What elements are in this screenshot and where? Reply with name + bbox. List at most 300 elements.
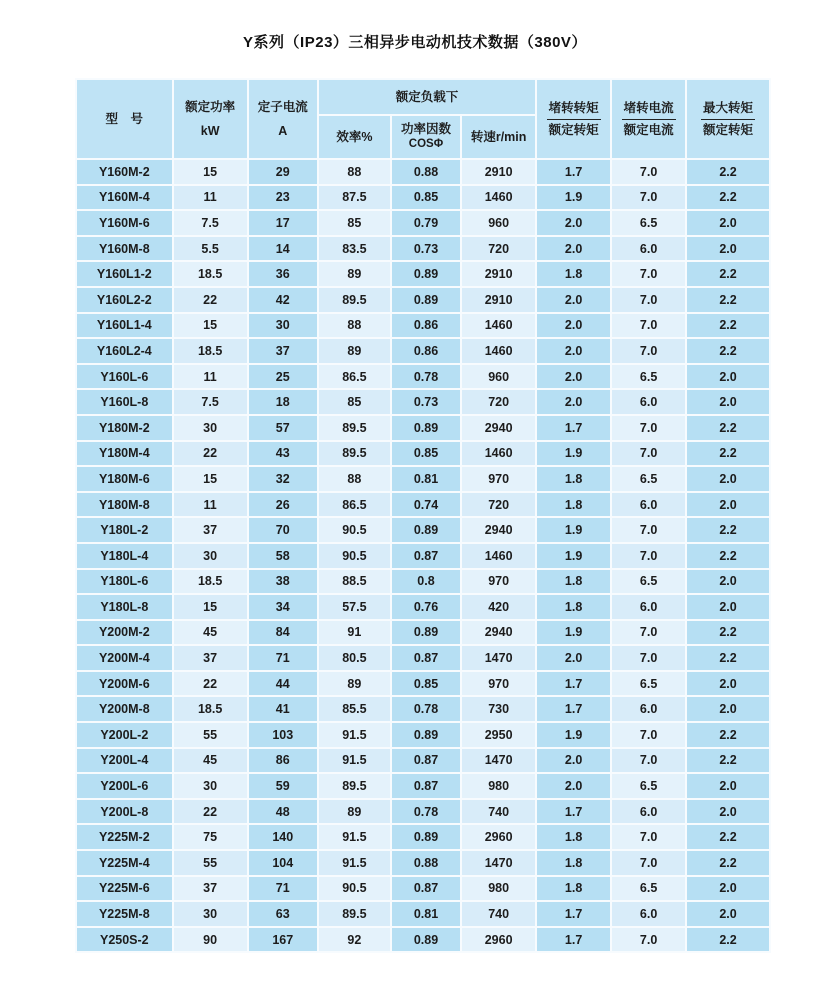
value-cell: 90.5 — [319, 877, 390, 901]
header-rated-load-group: 额定负载下 — [319, 80, 535, 114]
header-rated-power-label: 额定功率 — [185, 99, 236, 114]
value-cell: 2940 — [462, 621, 535, 645]
value-cell: 7.0 — [612, 851, 685, 875]
value-cell: 103 — [249, 723, 317, 747]
value-cell: 34 — [249, 595, 317, 619]
value-cell: 7.0 — [612, 518, 685, 542]
value-cell: 730 — [462, 697, 535, 721]
value-cell: 26 — [249, 493, 317, 517]
model-cell: Y180M-2 — [77, 416, 172, 440]
value-cell: 0.86 — [392, 339, 460, 363]
value-cell: 15 — [174, 595, 247, 619]
value-cell: 0.73 — [392, 390, 460, 414]
value-cell: 15 — [174, 160, 247, 184]
value-cell: 2.0 — [537, 288, 610, 312]
model-cell: Y180M-6 — [77, 467, 172, 491]
value-cell: 1.8 — [537, 851, 610, 875]
value-cell: 48 — [249, 800, 317, 824]
value-cell: 14 — [249, 237, 317, 261]
value-cell: 91.5 — [319, 749, 390, 773]
value-cell: 84 — [249, 621, 317, 645]
value-cell: 2.0 — [687, 211, 769, 235]
value-cell: 89.5 — [319, 774, 390, 798]
table-row — [77, 749, 769, 773]
value-cell: 91.5 — [319, 851, 390, 875]
value-cell: 57.5 — [319, 595, 390, 619]
value-cell: 18 — [249, 390, 317, 414]
header-stator-current-unit: A — [278, 123, 288, 138]
value-cell: 2.2 — [687, 928, 769, 952]
table-row — [77, 621, 769, 645]
value-cell: 6.0 — [612, 902, 685, 926]
value-cell: 1.8 — [537, 262, 610, 286]
value-cell: 71 — [249, 877, 317, 901]
table-row — [77, 314, 769, 338]
table-row — [77, 288, 769, 312]
table-row — [77, 723, 769, 747]
value-cell: 970 — [462, 467, 535, 491]
value-cell: 6.5 — [612, 877, 685, 901]
value-cell: 1470 — [462, 646, 535, 670]
value-cell: 7.0 — [612, 544, 685, 568]
table-row — [77, 211, 769, 235]
model-cell: Y160L2-4 — [77, 339, 172, 363]
header-model: 型 号 — [77, 80, 172, 158]
value-cell: 1460 — [462, 186, 535, 210]
value-cell: 104 — [249, 851, 317, 875]
value-cell: 1.7 — [537, 416, 610, 440]
value-cell: 37 — [249, 339, 317, 363]
value-cell: 6.5 — [612, 211, 685, 235]
table-row — [77, 851, 769, 875]
model-cell: Y160L2-2 — [77, 288, 172, 312]
table-row — [77, 186, 769, 210]
value-cell: 2.0 — [537, 390, 610, 414]
value-cell: 0.87 — [392, 749, 460, 773]
table-row — [77, 570, 769, 594]
value-cell: 7.0 — [612, 314, 685, 338]
header-locked-current-den: 额定电流 — [623, 122, 674, 137]
value-cell: 2910 — [462, 288, 535, 312]
value-cell: 30 — [174, 416, 247, 440]
value-cell: 7.0 — [612, 442, 685, 466]
header-locked-current-ratio — [612, 80, 685, 158]
value-cell: 6.0 — [612, 595, 685, 619]
value-cell: 7.0 — [612, 160, 685, 184]
value-cell: 58 — [249, 544, 317, 568]
value-cell: 90.5 — [319, 544, 390, 568]
value-cell: 11 — [174, 186, 247, 210]
value-cell: 140 — [249, 825, 317, 849]
value-cell: 1.7 — [537, 697, 610, 721]
table-row — [77, 442, 769, 466]
value-cell: 18.5 — [174, 697, 247, 721]
model-cell: Y160L-6 — [77, 365, 172, 389]
value-cell: 1.9 — [537, 544, 610, 568]
value-cell: 86.5 — [319, 365, 390, 389]
value-cell: 0.76 — [392, 595, 460, 619]
value-cell: 1460 — [462, 314, 535, 338]
value-cell: 6.5 — [612, 467, 685, 491]
value-cell: 970 — [462, 672, 535, 696]
model-cell: Y250S-2 — [77, 928, 172, 952]
value-cell: 7.0 — [612, 186, 685, 210]
table-row — [77, 928, 769, 952]
value-cell: 6.0 — [612, 697, 685, 721]
value-cell: 2.0 — [537, 314, 610, 338]
table-row — [77, 160, 769, 184]
value-cell: 1.8 — [537, 493, 610, 517]
value-cell: 90 — [174, 928, 247, 952]
header-rated-power-unit: kW — [200, 123, 220, 138]
value-cell: 2.0 — [687, 800, 769, 824]
value-cell: 0.87 — [392, 877, 460, 901]
model-cell: Y180L-4 — [77, 544, 172, 568]
value-cell: 6.0 — [612, 800, 685, 824]
value-cell: 7.0 — [612, 339, 685, 363]
value-cell: 0.89 — [392, 928, 460, 952]
value-cell: 91 — [319, 621, 390, 645]
value-cell: 2.2 — [687, 442, 769, 466]
table-row — [77, 262, 769, 286]
value-cell: 740 — [462, 902, 535, 926]
value-cell: 980 — [462, 877, 535, 901]
value-cell: 2.2 — [687, 621, 769, 645]
value-cell: 22 — [174, 800, 247, 824]
value-cell: 2.0 — [687, 697, 769, 721]
value-cell: 2940 — [462, 416, 535, 440]
value-cell: 1.7 — [537, 800, 610, 824]
model-cell: Y200M-2 — [77, 621, 172, 645]
value-cell: 1.9 — [537, 186, 610, 210]
value-cell: 2.0 — [687, 493, 769, 517]
value-cell: 89.5 — [319, 442, 390, 466]
value-cell: 0.81 — [392, 467, 460, 491]
value-cell: 0.89 — [392, 288, 460, 312]
value-cell: 0.89 — [392, 416, 460, 440]
value-cell: 2.0 — [687, 672, 769, 696]
model-cell: Y225M-6 — [77, 877, 172, 901]
model-cell: Y200L-6 — [77, 774, 172, 798]
model-cell: Y200L-2 — [77, 723, 172, 747]
value-cell: 1.9 — [537, 723, 610, 747]
value-cell: 2.2 — [687, 262, 769, 286]
model-cell: Y160M-2 — [77, 160, 172, 184]
model-cell: Y200M-8 — [77, 697, 172, 721]
model-cell: Y180M-8 — [77, 493, 172, 517]
table-row — [77, 237, 769, 261]
value-cell: 2950 — [462, 723, 535, 747]
value-cell: 6.5 — [612, 365, 685, 389]
value-cell: 7.0 — [612, 646, 685, 670]
value-cell: 0.88 — [392, 851, 460, 875]
value-cell: 2.0 — [687, 902, 769, 926]
table-row — [77, 493, 769, 517]
value-cell: 89 — [319, 262, 390, 286]
value-cell: 1.7 — [537, 928, 610, 952]
value-cell: 0.8 — [392, 570, 460, 594]
value-cell: 2.2 — [687, 314, 769, 338]
value-cell: 86 — [249, 749, 317, 773]
value-cell: 2.0 — [537, 749, 610, 773]
value-cell: 18.5 — [174, 262, 247, 286]
value-cell: 89 — [319, 339, 390, 363]
header-power-factor-symbol: COSΦ — [408, 138, 444, 151]
value-cell: 740 — [462, 800, 535, 824]
header-stator-current — [249, 80, 317, 158]
value-cell: 11 — [174, 493, 247, 517]
value-cell: 720 — [462, 493, 535, 517]
table-header — [77, 80, 769, 158]
table-row — [77, 902, 769, 926]
value-cell: 0.78 — [392, 365, 460, 389]
value-cell: 7.0 — [612, 288, 685, 312]
value-cell: 2.0 — [687, 570, 769, 594]
value-cell: 2.2 — [687, 723, 769, 747]
value-cell: 37 — [174, 877, 247, 901]
table-row — [77, 697, 769, 721]
header-power-factor-label: 功率因数 — [400, 122, 451, 137]
value-cell: 2.2 — [687, 339, 769, 363]
value-cell: 720 — [462, 237, 535, 261]
value-cell: 85 — [319, 211, 390, 235]
value-cell: 7.0 — [612, 621, 685, 645]
value-cell: 2.2 — [687, 518, 769, 542]
value-cell: 2.0 — [687, 595, 769, 619]
header-efficiency: 效率% — [319, 116, 390, 158]
value-cell: 88.5 — [319, 570, 390, 594]
value-cell: 2910 — [462, 160, 535, 184]
value-cell: 0.89 — [392, 518, 460, 542]
value-cell: 36 — [249, 262, 317, 286]
value-cell: 167 — [249, 928, 317, 952]
value-cell: 1.8 — [537, 570, 610, 594]
value-cell: 1.8 — [537, 467, 610, 491]
value-cell: 960 — [462, 365, 535, 389]
value-cell: 0.89 — [392, 621, 460, 645]
value-cell: 0.74 — [392, 493, 460, 517]
value-cell: 85.5 — [319, 697, 390, 721]
value-cell: 0.78 — [392, 800, 460, 824]
value-cell: 89.5 — [319, 416, 390, 440]
value-cell: 5.5 — [174, 237, 247, 261]
value-cell: 87.5 — [319, 186, 390, 210]
value-cell: 11 — [174, 365, 247, 389]
value-cell: 37 — [174, 646, 247, 670]
value-cell: 2.2 — [687, 825, 769, 849]
table-row — [77, 339, 769, 363]
model-cell: Y180L-6 — [77, 570, 172, 594]
value-cell: 1460 — [462, 544, 535, 568]
value-cell: 32 — [249, 467, 317, 491]
model-cell: Y180L-8 — [77, 595, 172, 619]
value-cell: 2.0 — [537, 339, 610, 363]
value-cell: 1470 — [462, 851, 535, 875]
value-cell: 80.5 — [319, 646, 390, 670]
value-cell: 2960 — [462, 928, 535, 952]
value-cell: 57 — [249, 416, 317, 440]
header-rated-power — [174, 80, 247, 158]
value-cell: 7.5 — [174, 390, 247, 414]
value-cell: 1.9 — [537, 442, 610, 466]
value-cell: 2960 — [462, 825, 535, 849]
value-cell: 85 — [319, 390, 390, 414]
value-cell: 2.0 — [687, 774, 769, 798]
value-cell: 22 — [174, 442, 247, 466]
value-cell: 91.5 — [319, 825, 390, 849]
value-cell: 6.5 — [612, 774, 685, 798]
value-cell: 45 — [174, 749, 247, 773]
value-cell: 0.89 — [392, 262, 460, 286]
value-cell: 55 — [174, 723, 247, 747]
value-cell: 89.5 — [319, 902, 390, 926]
value-cell: 0.89 — [392, 825, 460, 849]
model-cell: Y225M-8 — [77, 902, 172, 926]
value-cell: 960 — [462, 211, 535, 235]
value-cell: 6.0 — [612, 390, 685, 414]
value-cell: 0.85 — [392, 186, 460, 210]
value-cell: 2.0 — [687, 877, 769, 901]
value-cell: 6.0 — [612, 237, 685, 261]
model-cell: Y200L-8 — [77, 800, 172, 824]
header-locked-current-num: 堵转电流 — [622, 101, 676, 120]
value-cell: 1.9 — [537, 621, 610, 645]
value-cell: 7.0 — [612, 416, 685, 440]
value-cell: 29 — [249, 160, 317, 184]
value-cell: 0.73 — [392, 237, 460, 261]
table-row — [77, 544, 769, 568]
value-cell: 70 — [249, 518, 317, 542]
value-cell: 6.5 — [612, 672, 685, 696]
table-row — [77, 672, 769, 696]
value-cell: 1460 — [462, 339, 535, 363]
table-body — [77, 160, 769, 951]
value-cell: 980 — [462, 774, 535, 798]
value-cell: 420 — [462, 595, 535, 619]
value-cell: 88 — [319, 160, 390, 184]
value-cell: 7.0 — [612, 723, 685, 747]
value-cell: 1.9 — [537, 518, 610, 542]
header-locked-torque-den: 额定转矩 — [548, 122, 599, 137]
value-cell: 37 — [174, 518, 247, 542]
model-cell: Y200M-4 — [77, 646, 172, 670]
value-cell: 86.5 — [319, 493, 390, 517]
model-cell: Y160M-4 — [77, 186, 172, 210]
value-cell: 43 — [249, 442, 317, 466]
value-cell: 2.0 — [687, 390, 769, 414]
value-cell: 1.8 — [537, 825, 610, 849]
value-cell: 88 — [319, 467, 390, 491]
table-row — [77, 365, 769, 389]
value-cell: 2.0 — [687, 365, 769, 389]
header-power-factor — [392, 116, 460, 158]
value-cell: 41 — [249, 697, 317, 721]
value-cell: 22 — [174, 288, 247, 312]
value-cell: 7.0 — [612, 928, 685, 952]
value-cell: 18.5 — [174, 570, 247, 594]
value-cell: 30 — [174, 902, 247, 926]
table-row — [77, 800, 769, 824]
page-title: Y系列（IP23）三相异步电动机技术数据（380V） — [243, 34, 587, 51]
value-cell: 89 — [319, 800, 390, 824]
value-cell: 7.0 — [612, 262, 685, 286]
value-cell: 38 — [249, 570, 317, 594]
value-cell: 2.0 — [537, 365, 610, 389]
header-max-torque-den: 额定转矩 — [703, 122, 754, 137]
value-cell: 7.5 — [174, 211, 247, 235]
value-cell: 55 — [174, 851, 247, 875]
model-cell: Y225M-4 — [77, 851, 172, 875]
motor-spec-table — [75, 78, 771, 953]
value-cell: 0.81 — [392, 902, 460, 926]
value-cell: 7.0 — [612, 749, 685, 773]
value-cell: 0.79 — [392, 211, 460, 235]
value-cell: 0.78 — [392, 697, 460, 721]
table-row — [77, 416, 769, 440]
value-cell: 0.88 — [392, 160, 460, 184]
value-cell: 2.0 — [687, 237, 769, 261]
header-speed: 转速r/min — [462, 116, 535, 158]
value-cell: 0.89 — [392, 723, 460, 747]
value-cell: 17 — [249, 211, 317, 235]
model-cell: Y200M-6 — [77, 672, 172, 696]
value-cell: 2.0 — [687, 467, 769, 491]
value-cell: 2.0 — [537, 237, 610, 261]
model-cell: Y180M-4 — [77, 442, 172, 466]
value-cell: 0.87 — [392, 646, 460, 670]
value-cell: 1470 — [462, 749, 535, 773]
value-cell: 44 — [249, 672, 317, 696]
value-cell: 23 — [249, 186, 317, 210]
value-cell: 1.7 — [537, 902, 610, 926]
value-cell: 91.5 — [319, 723, 390, 747]
value-cell: 59 — [249, 774, 317, 798]
table-row — [77, 877, 769, 901]
value-cell: 0.85 — [392, 672, 460, 696]
table-row — [77, 518, 769, 542]
value-cell: 83.5 — [319, 237, 390, 261]
value-cell: 30 — [249, 314, 317, 338]
value-cell: 2.2 — [687, 160, 769, 184]
value-cell: 2.2 — [687, 186, 769, 210]
value-cell: 0.87 — [392, 544, 460, 568]
table-row — [77, 825, 769, 849]
header-locked-torque-ratio — [537, 80, 610, 158]
value-cell: 2.2 — [687, 416, 769, 440]
value-cell: 2.0 — [537, 774, 610, 798]
value-cell: 1.7 — [537, 160, 610, 184]
model-cell: Y225M-2 — [77, 825, 172, 849]
value-cell: 2.2 — [687, 288, 769, 312]
value-cell: 720 — [462, 390, 535, 414]
header-locked-torque-num: 堵转转矩 — [547, 101, 601, 120]
table-row — [77, 390, 769, 414]
value-cell: 30 — [174, 774, 247, 798]
value-cell: 88 — [319, 314, 390, 338]
value-cell: 2.2 — [687, 851, 769, 875]
model-cell: Y160L-8 — [77, 390, 172, 414]
value-cell: 0.85 — [392, 442, 460, 466]
model-cell: Y160M-6 — [77, 211, 172, 235]
value-cell: 92 — [319, 928, 390, 952]
value-cell: 45 — [174, 621, 247, 645]
value-cell: 2.2 — [687, 544, 769, 568]
value-cell: 89.5 — [319, 288, 390, 312]
value-cell: 1.7 — [537, 672, 610, 696]
table-row — [77, 646, 769, 670]
value-cell: 89 — [319, 672, 390, 696]
value-cell: 0.87 — [392, 774, 460, 798]
